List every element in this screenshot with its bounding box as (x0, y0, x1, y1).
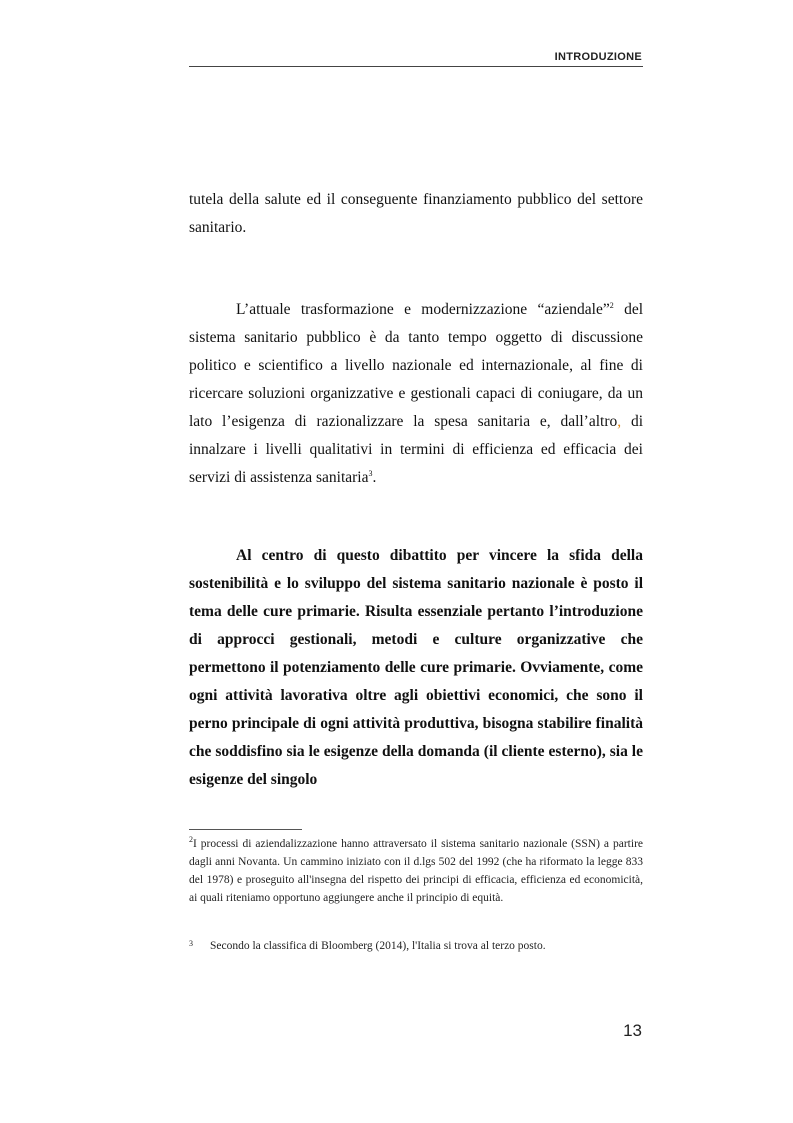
paragraph-continuation: tutela della salute ed il conseguente finanziamento pubblico del settore sanitario. (189, 191, 643, 236)
footnote-2-text: I processi di aziendalizzazione hanno attraversato il sistema sanitario nazionale (SSN) a partire dagli anni Novanta. Un cammino iniziato con il d.lgs 502 del 1992 (che ha riformato la legge 833 del 1978) e proseguito all'insegna del rispetto dei principi di efficacia, efficienza ed economicità, ai quali riteniamo opportuno aggiungere anche il principio di equità. (189, 838, 643, 904)
p2-text-middle: del sistema sanitario pubblico è da tanto tempo oggetto di discussione politico e scientifico a livello nazionale ed internazionale, al fine di ricercare soluzioni organizzative e gestionali capaci di coniugare, da un lato l’esigenza di razionalizzare la spesa sanitaria e, dall’altro (189, 301, 644, 430)
footnote-3-text: Secondo la classifica di Bloomberg (2014), l'Italia si trova al terzo posto. (210, 940, 546, 952)
footnote-3-number: 3 (189, 939, 193, 948)
footnote-2 (189, 835, 643, 907)
p2-orange-comma: , (617, 413, 622, 430)
footnote-ref-2[interactable]: 2 (609, 300, 614, 310)
footnote-2-number: 2 (189, 835, 193, 845)
paragraph-aziendale (189, 296, 643, 492)
header-rule (189, 66, 643, 67)
p2-text-after: di innalzare i livelli qualitativi in termini di efficienza ed efficacia dei servizi di assistenza sanitaria (189, 413, 643, 486)
footnote-3 (189, 937, 643, 955)
footnote-ref-3[interactable]: 3 (368, 468, 373, 478)
page-number: 13 (623, 1021, 642, 1040)
p2-text-start: L’attuale trasformazione e modernizzazione “aziendale” (236, 301, 610, 318)
p2-text-end: . (372, 469, 377, 486)
footnote-separator (189, 829, 302, 830)
running-header-title: INTRODUZIONE (554, 51, 642, 63)
paragraph-cure-primarie: Al centro di questo dibattito per vincere la sfida della sostenibilità e lo sviluppo del sistema sanitario nazionale è posto il tema delle cure primarie. Risulta essenziale pertanto l’introduzione di approcci gestionali, metodi e culture organizzative che permettono il potenziamento delle cure primarie. Ovviamente, come ogni attività lavorativa oltre agli obiettivi economici, che sono il perno principale di ogni attività produttiva, bisogna stabilire finalità che soddisfino sia le esigenze della domanda (il cliente esterno), sia le esigenze del singolo (189, 547, 643, 788)
